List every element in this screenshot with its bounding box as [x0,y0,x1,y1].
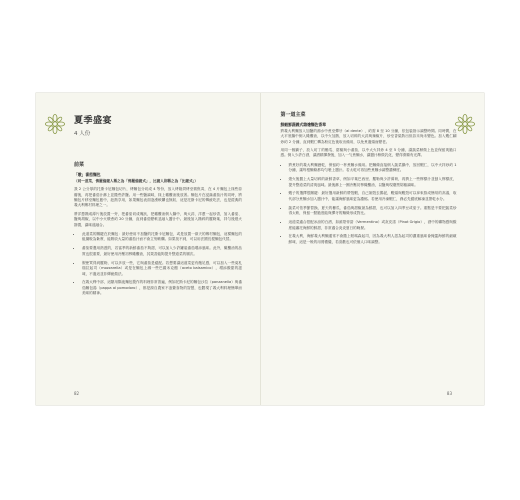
right-page [261,93,485,405]
list-item: • 在義大利，海鮮義大利麵通常不會撒上帕瑪森起司，因為義大利人認為起司的濃重風味會掩蓋海鮮的細緻鮮味，這是一般的用餐禮儀，若喜歡也可依個人口味調整。 [289,233,457,245]
chapter-title: 夏季盛宴 [74,116,113,126]
servings-label: 4 人份 [74,131,91,137]
chapter-header [74,113,112,137]
list-item: • 這道菜適合搭配冰涼的白酒，如維蒙蒂諾（Vermentino）或灰皮諾（Pinot Grigio），酒中的礦物感與酸度能襯托海鮮的鮮甜，非常適合炎炎夏日的晚餐。 [289,219,457,231]
list-item: • 番茄要選用熟透的，若當季的新鮮番茄不夠甜，可以加入少許罐裝番茄增添風味。此外，橄欖油的品質也很重要，最好使用冷壓初榨橄欖油，其果香能夠提升整道菜的層次。 [82,245,242,257]
book-spread [36,93,484,405]
page-number: 82 [74,391,80,396]
paragraph: 將義大利麵放入加鹽的沸水中煮至彈牙（al dente），約需 8 至 10 分鐘，依包裝指示調整時間。同時間，在大平底鍋中倒入橄欖油，以中火加熱，放入切碎的大蒜與辣椒片，炒至香氣散出但蒜末尚未變色。加入蝦仁翻炒約 2 分鐘，直到蝦仁轉為粉紅色後取出備用，以免煮過頭而變老。 [280,128,457,144]
recipe-title: 「燉」番茄麵包 [74,172,101,178]
section-label: 前菜 [74,162,85,168]
list-item: • 此道菜的關鍵在於麵包：最好使用不加鹽的托斯卡尼麵包，或是放置一兩天的鄉村麵包，這樣麵包的組織較為紮實，能吸收大量的番茄汁而不會立刻軟爛。如果找不到，可以用法國長棍麵包代替。 [82,231,242,243]
left-content [74,163,242,299]
recipe-subtitle: （同一道菜，佛羅倫薩人稱之為「佛羅倫薩式」，比薩人則稱之為「比薩式」） [74,178,198,183]
list-item: • 蔬菜可依季節替換，夏天的櫛瓜、番茄與甜椒最為鮮甜，也可以加入四季豆或茄子。重點是不要把蔬菜炒得太軟，保留一點脆度能與彈牙的麵條形成對比。 [289,205,457,217]
tips-list [281,162,457,245]
paragraph: 用同一個鍋子，放入切丁的櫛瓜、甜椒與小番茄，以中大火拌炒 4 至 5 分鐘，讓蔬菜稍微上色並保留爽脆口感。倒入少許白酒，讓酒精揮發後，加入一勺煮麵水，讓醬汁稍微乳化，變得滑順有光澤。 [280,148,457,158]
list-item: • 熄火後撒上大量切碎的新鮮香草，例如平葉巴西里、羅勒與少許薄荷，再擠上一些檸檬汁並刨入檸檬皮，提升整道菜的清爽風味。最後淋上一圈冷壓初榨橄欖油，以鹽與現磨黑胡椒調味。 [289,176,457,188]
recipe-title: 鮮蝦鮮蔬義式雜燴麵佐香草 [280,122,327,128]
page-number: 83 [446,391,452,396]
list-item: • 在義大利中部，這類用隔夜麵包製作的料理非常普遍，例如托斯卡尼的麵包沙拉（panzanella）與番茄麵包湯（pappa al pomodoro），都是源自農家不浪費食物的智慧，也體現了義大利料理簡單而美味的精神。 [82,279,242,296]
right-content [281,113,457,248]
paragraph: 我 2 公分厚的托斯卡尼麵包切片，烤麵包分切成 4 等份，放入烤箱烘烤至微焦黃，在 4 片麵包上抹些蒜瓣後，再把番茄汁淋上並撒些許鹽。用一些鹽調味，抹上橄欖油後放著。麵包片在浸滿番茄汁的同時，將麵包片移至麵包籃中，趁熱享用，如果麵包表面泡漲軟爛也無妨，這是托斯卡尼的傳統吃法，也是經典的義大利鄉村料理之一。 [74,187,242,208]
tips-list [74,231,242,297]
left-page [36,93,261,405]
flower-ornament-icon [44,113,66,135]
flower-ornament-icon [454,113,476,135]
section-label: 第一道主菜 [280,112,306,118]
list-item: • 將煮好的義大利麵瀝乾，保留約一杯煮麵水備用。把麵條直接倒入蔬菜鍋中，放回蝦仁，以中火拌炒約 1 分鐘，讓每根麵條都均勻裹上醬汁。若太乾可再加些煮麵水調整濃稠度。 [289,162,457,174]
list-item: • 蝦子的選擇很關鍵：最好選用新鮮的帶殼蝦，自己剝殼去腸泥，蝦頭與蝦殼可以拿來熬成簡易的高湯，取代部分煮麵水加入醬汁中，能讓海鮮風味更為濃郁。若使用冷凍蝦仁，務必先徹底解凍並擦乾水分。 [289,190,457,202]
paragraph: 將洋蔥撕成薄片後放置一旁，把番茄切成塊狀，把橄欖油倒入鍋中，與大蒜、洋蔥一起炒香，加入番茄、鹽與胡椒，以中小火燉煮約 20 分鐘，直到番茄變軟並融入醬汁中。最後加入撕碎的羅勒葉，拌勻後熄火靜置，讓味道融合。 [74,211,242,227]
list-item: • 假使買得到羅勒，可以多放一些，它與番茄是絕配。若想要讓這道菜更有飽足感，可以加入一些莫札瑞拉起司（mozzarella）或是在麵包上淋一些巴薩米克醋（aceto balsamico），增添酸甜的滋味，不過這並非傳統做法。 [82,260,242,277]
